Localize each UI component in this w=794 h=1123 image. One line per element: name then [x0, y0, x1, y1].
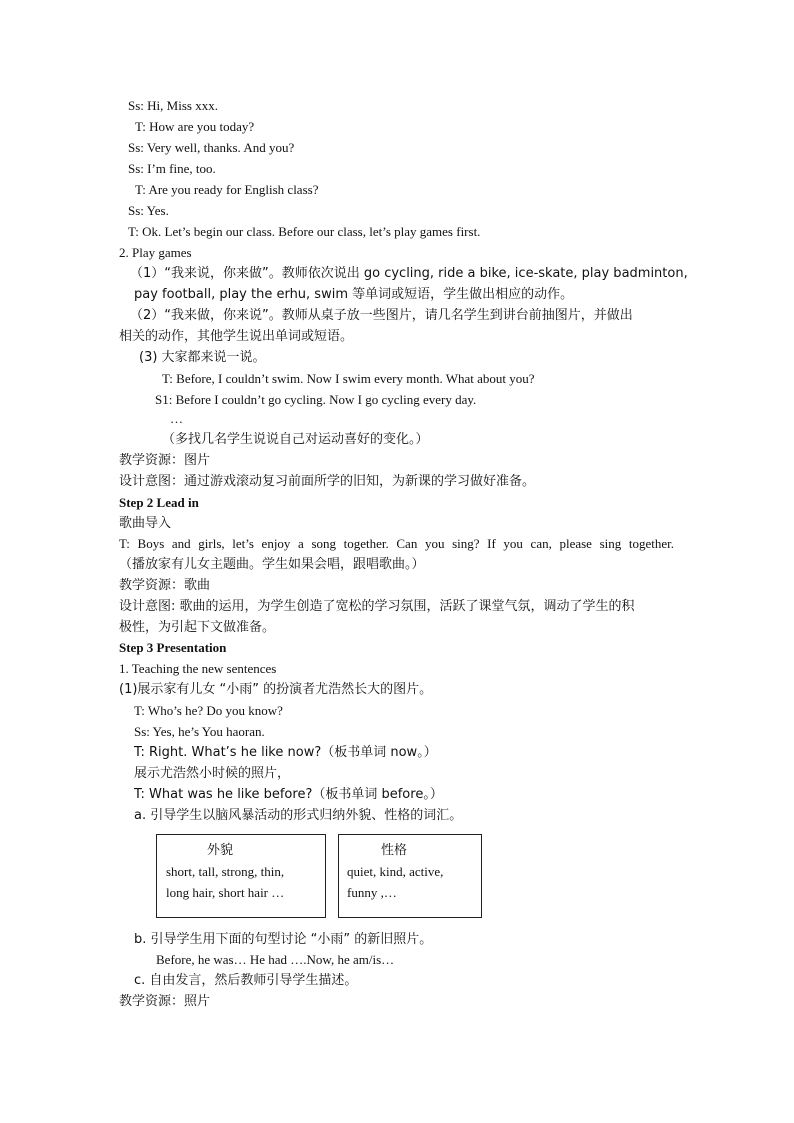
dialogue-line: T: How are you today? [135, 119, 255, 134]
step-2-heading: Step 2 Lead in [119, 495, 199, 510]
dialogue-line: T: Before, I couldn’t swim. Now I swim every month. What about you? [162, 371, 535, 386]
step-2-teacher-line: T: Boys and girls, let’s enjoy a song together. Can you sing? If you can, please sing together. [119, 536, 674, 551]
dialogue-line: Ss: Very well, thanks. And you? [128, 140, 295, 155]
step-3-point-1: (1)展示家有儿女 “小雨” 的扮演者尤浩然长大的图片。 [119, 682, 433, 697]
dialogue-line: Ss: I’m fine, too. [128, 161, 216, 176]
dialogue-line: T: Who’s he? Do you know? [134, 703, 283, 718]
design-intent-line: 设计意图: 歌曲的运用，为学生创造了宽松的学习氛围，活跃了课堂气氛，调动了学生的积 [119, 599, 635, 614]
appearance-box-title: 外貌 [207, 843, 234, 858]
game-3-note: （多找几名学生说说自己对运动喜好的变化。） [162, 432, 429, 447]
dialogue-line: Ss: Yes. [128, 203, 169, 218]
game-2-line-a: （2）“我来做，你来说”。教师从桌子放一些图片，请几名学生到讲台前抽图片，并做出 [130, 308, 633, 323]
step-3-subheading: 1. Teaching the new sentences [119, 661, 277, 676]
personality-box-line: quiet, kind, active, [347, 864, 444, 879]
design-intent-line: 设计意图：通过游戏滚动复习前面所学的旧知，为新课的学习做好准备。 [119, 474, 536, 489]
game-1-line-b: pay football, play the erhu, swim 等单词或短语，学生做出相应的动作。 [134, 287, 574, 302]
list-item-c: c. 自由发言，然后教师引导学生描述。 [134, 973, 358, 988]
game-3-line: (3) 大家都来说一说。 [139, 350, 266, 365]
sentence-pattern: Before, he was… He had ….Now, he am/is… [156, 952, 395, 967]
dialogue-line: S1: Before I couldn’t go cycling. Now I go cycling every day. [155, 392, 477, 407]
ellipsis-line: … [170, 411, 183, 426]
dialogue-line: Ss: Hi, Miss xxx. [128, 98, 218, 113]
resource-line: 教学资源：歌曲 [119, 578, 211, 593]
dialogue-line: T: Right. What’s he like now?（板书单词 now。） [134, 745, 437, 760]
step-3-heading: Step 3 Presentation [119, 640, 227, 655]
step-2-note: （播放家有儿女主题曲。学生如果会唱，跟唱歌曲。） [119, 557, 425, 572]
resource-line: 教学资源：照片 [119, 994, 211, 1009]
dialogue-line: Ss: Yes, he’s You haoran. [134, 724, 265, 739]
list-item-b: b. 引导学生用下面的句型讨论 “小雨” 的新旧照片。 [134, 932, 433, 947]
step-2-subheading: 歌曲导入 [119, 516, 172, 531]
dialogue-line: T: What was he like before?（板书单词 before。） [134, 787, 443, 802]
dialogue-line: T: Are you ready for English class? [135, 182, 319, 197]
game-1-line-a: （1）“我来说，你来做”。教师依次说出 go cycling, ride a bike, ice-skate, play badminton, [130, 266, 688, 281]
dialogue-line: T: Ok. Let’s begin our class. Before our class, let’s play games first. [128, 224, 481, 239]
appearance-box-line: long hair, short hair … [166, 885, 285, 900]
appearance-vocab-box [156, 834, 326, 918]
design-intent-line: 极性，为引起下文做准备。 [119, 620, 276, 635]
personality-box-title: 性格 [381, 843, 408, 858]
personality-box-line: funny ,… [347, 885, 397, 900]
appearance-box-line: short, tall, strong, thin, [166, 864, 285, 879]
resource-line: 教学资源：图片 [119, 453, 211, 468]
list-item-a: a. 引导学生以脑风暴活动的形式归纳外貌、性格的词汇。 [134, 808, 463, 823]
personality-vocab-box [338, 834, 482, 918]
game-2-line-b: 相关的动作，其他学生说出单词或短语。 [119, 329, 354, 344]
dialogue-line: 展示尤浩然小时候的照片， [134, 766, 291, 781]
section-heading-play-games: 2. Play games [119, 245, 192, 260]
